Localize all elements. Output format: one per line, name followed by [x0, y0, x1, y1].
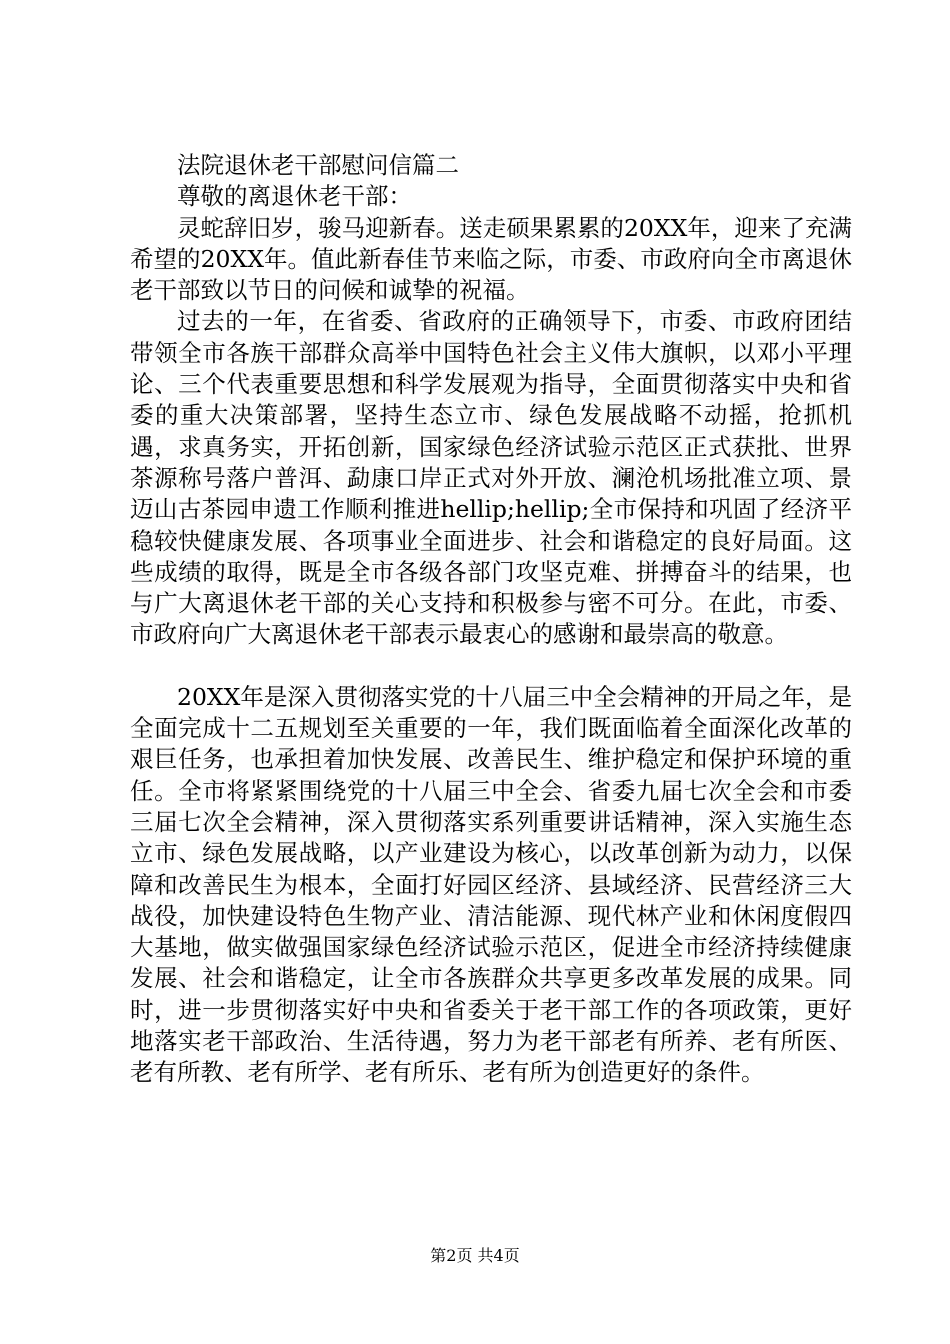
letter-body — [130, 150, 852, 1089]
salutation: 尊敬的离退休老干部： — [177, 182, 412, 211]
letter-title: 法院退休老干部慰问信篇二 — [177, 151, 459, 179]
paragraph-outlook: 20XX年是深入贯彻落实党的十八届三中全会精神的开局之年，是全面完成十二五规划至关重要的一年，我们既面临着全面深化改革的艰巨任务，也承担着加快发展、改善民生、维护稳定和保护环境的重任。全市将紧紧围绕党的十八届三中全会、省委九届七次全会和市委三届七次全会精神，深入贯彻落实系列重要讲话精神，深入实施生态立市、绿色发展战略，以产业建设为核心，以改革创新为动力，以保障和改善民生为根本，全面打好园区经济、县域经济、民营经济三大战役，加快建设特色生物产业、清洁能源、现代林产业和休闲度假四大基地，做实做强国家绿色经济试验示范区，促进全市经济持续健康发展、社会和谐稳定，让全市各族群众共享更多改革发展的成果。同时，进一步贯彻落实好中央和省委关于老干部工作的各项政策，更好地落实老干部政治、生活待遇，努力为老干部老有所养、老有所医、老有所教、老有所学、老有所乐、老有所为创造更好的条件。 — [130, 682, 852, 1087]
paragraph-review: 过去的一年，在省委、省政府的正确领导下，市委、市政府团结带领全市各族干部群众高举中国特色社会主义伟大旗帜，以邓小平理论、三个代表重要思想和科学发展观为指导，全面贯彻落实中央和省委的重大决策部署，坚持生态立市、绿色发展战略不动摇，抢抓机遇，求真务实，开拓创新，国家绿色经济试验示范区正式获批、世界茶源称号落户普洱、勐康口岸正式对外开放、澜沧机场批准立项、景迈山古茶园申遗工作顺利推进hellip;hellip;全市保持和巩固了经济平稳较快健康发展、各项事业全面进步、社会和谐稳定的良好局面。这些成绩的取得，既是全市各级各部门攻坚克难、拼搏奋斗的结果，也与广大离退休老干部的关心支持和积极参与密不可分。在此，市委、市政府向广大离退休老干部表示最衷心的感谢和最崇高的敬意。 — [130, 307, 852, 649]
paragraph-greeting: 灵蛇辞旧岁，骏马迎新春。送走硕果累累的20XX年，迎来了充满希望的20XX年。值此新春佳节来临之际，市委、市政府向全市离退休老干部致以节日的问候和诚挚的祝福。 — [130, 213, 852, 305]
paragraph-spacer — [130, 651, 852, 682]
page-number-footer: 第2页 共4页 — [430, 1246, 520, 1265]
